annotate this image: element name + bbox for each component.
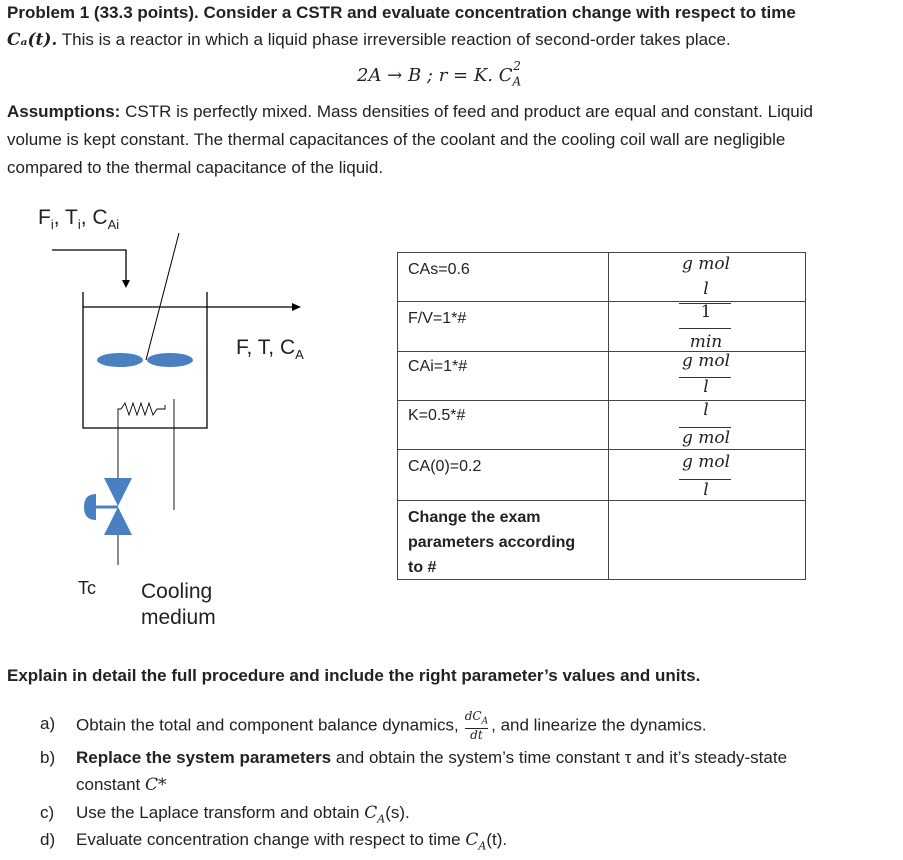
item-a-text: Obtain the total and component balance dynamics, — [76, 715, 459, 735]
assumptions-line-3: compared to the thermal capacitance of the liquid. — [7, 158, 384, 177]
assumptions-text-1: CSTR is perfectly mixed. Mass densities of feed and product are equal and constant. Liquid — [120, 102, 813, 121]
param-cas: CAs=0.6 — [408, 261, 470, 278]
unit-fv-num: 1 — [700, 302, 712, 322]
equation-superscript: 2 — [513, 59, 521, 73]
problem-description-text: This is a reactor in which a liquid phase irreversible reaction of second-order takes place. — [57, 30, 731, 49]
problem-title — [7, 0, 796, 27]
table-row — [398, 450, 805, 501]
instructions-heading: Explain in detail the full procedure and include the right parameter’s values and units. — [7, 666, 701, 685]
inlet-t: T — [65, 206, 78, 229]
unit-ca0-den: l — [703, 480, 709, 500]
frac-den: dt — [470, 728, 483, 743]
inlet-c: C — [92, 206, 108, 229]
param-f-over-v: F/V=1*# — [408, 310, 467, 327]
outlet-text: F, T, C — [236, 336, 296, 359]
cstr-diagram — [0, 225, 330, 565]
item-c-marker: c) — [40, 803, 55, 822]
outlet-arrowhead — [292, 303, 301, 311]
inlet-sep-1: , — [53, 206, 66, 229]
unit-cas-num: g mol — [681, 254, 731, 274]
cooling-medium-label — [141, 579, 216, 631]
unit-cas-den: l — [703, 279, 709, 299]
inlet-arrowhead — [122, 280, 130, 288]
exam-note-line-3: to # — [408, 559, 437, 576]
unit-cai-den: l — [703, 377, 709, 397]
tc-label: Tc — [78, 578, 96, 598]
problem-title-text: Problem 1 (33.3 points). Consider a CSTR and evaluate concentration change with respect to time — [7, 3, 796, 22]
item-a-marker-pos: a) — [40, 714, 56, 733]
item-a-body — [76, 710, 707, 742]
item-b-body — [76, 744, 787, 772]
valve-lower — [104, 507, 132, 535]
equation-subscript: A — [512, 74, 522, 89]
table-row — [398, 352, 805, 401]
table-row — [398, 253, 805, 302]
agitator-shaft — [146, 233, 179, 360]
ca-s-tail: (s). — [385, 803, 410, 822]
unit-fv-bar — [679, 328, 731, 329]
parameter-table — [397, 252, 806, 580]
valve-upper — [104, 478, 132, 506]
assumptions-label: Assumptions: — [7, 102, 121, 121]
param-k: K=0.5*# — [408, 407, 466, 424]
ca-s-sub: A — [377, 812, 386, 826]
frac-num: dC — [464, 709, 482, 723]
cooling-line-1: Cooling — [141, 580, 213, 603]
c-star: C* — [145, 775, 167, 795]
assumptions-line-1 — [7, 98, 813, 126]
impeller-blade-left — [97, 353, 143, 367]
coil-inlet-line — [118, 409, 121, 478]
item-b-text-2: constant — [76, 775, 145, 794]
item-a-text-2: , and linearize the dynamics. — [491, 715, 707, 735]
item-d-body — [76, 826, 507, 860]
outlet-label — [236, 336, 304, 362]
ca-t-var: C — [465, 830, 479, 850]
item-b-marker: b) — [40, 748, 56, 767]
inlet-sep-2: , — [80, 206, 93, 229]
item-d-text: Evaluate concentration change with respect to time — [76, 830, 466, 849]
inlet-t-sub: i — [77, 217, 81, 233]
problem-description — [7, 26, 731, 54]
item-b-text: and obtain the system’s time constant τ and it’s steady-state — [331, 748, 788, 767]
item-b-bold: Replace the system parameters — [76, 748, 332, 767]
unit-ca0-num: g mol — [681, 452, 731, 472]
param-cai: CAi=1*# — [408, 358, 468, 375]
frac-num-sub: A — [481, 716, 489, 727]
table-row — [398, 302, 805, 352]
table-row — [398, 401, 805, 450]
item-b-line-2 — [76, 771, 167, 799]
inlet-f-sub: i — [50, 217, 54, 233]
outlet-sub: A — [295, 347, 304, 363]
impeller-blade-right — [147, 353, 193, 367]
assumptions-line-2: volume is kept constant. The thermal capacitances of the coolant and the cooling coil wall are negligible — [7, 130, 786, 149]
unit-k-den: g mol — [681, 428, 731, 448]
dca-dt-fraction — [465, 710, 488, 742]
unit-cai-num: g mol — [681, 351, 731, 371]
unit-k-num: l — [703, 400, 709, 420]
ca-s-var: C — [364, 803, 378, 823]
cooling-line-2: medium — [141, 606, 216, 629]
unit-fv-den: min — [689, 332, 723, 352]
inlet-pipe — [52, 250, 126, 282]
item-d-marker: d) — [40, 830, 56, 849]
cooling-coil — [121, 403, 165, 415]
table-row — [398, 501, 805, 579]
item-c-text: Use the Laplace transform and obtain — [76, 803, 365, 822]
ca-t-variable: Cₐ(t). — [7, 30, 58, 50]
valve-actuator — [84, 494, 96, 520]
inlet-f: F — [38, 206, 51, 229]
exam-note — [408, 505, 575, 580]
reaction-equation — [357, 56, 529, 96]
param-ca0: CA(0)=0.2 — [408, 458, 482, 475]
reaction-equation-text: 2A → B ; r = K. C — [357, 65, 513, 86]
exam-note-line-2: parameters according — [408, 534, 576, 551]
exam-note-line-1: Change the exam — [408, 509, 541, 526]
ca-t-sub: A — [478, 839, 487, 853]
inlet-c-sub: Ai — [107, 217, 120, 233]
ca-t-tail: (t). — [486, 830, 508, 849]
